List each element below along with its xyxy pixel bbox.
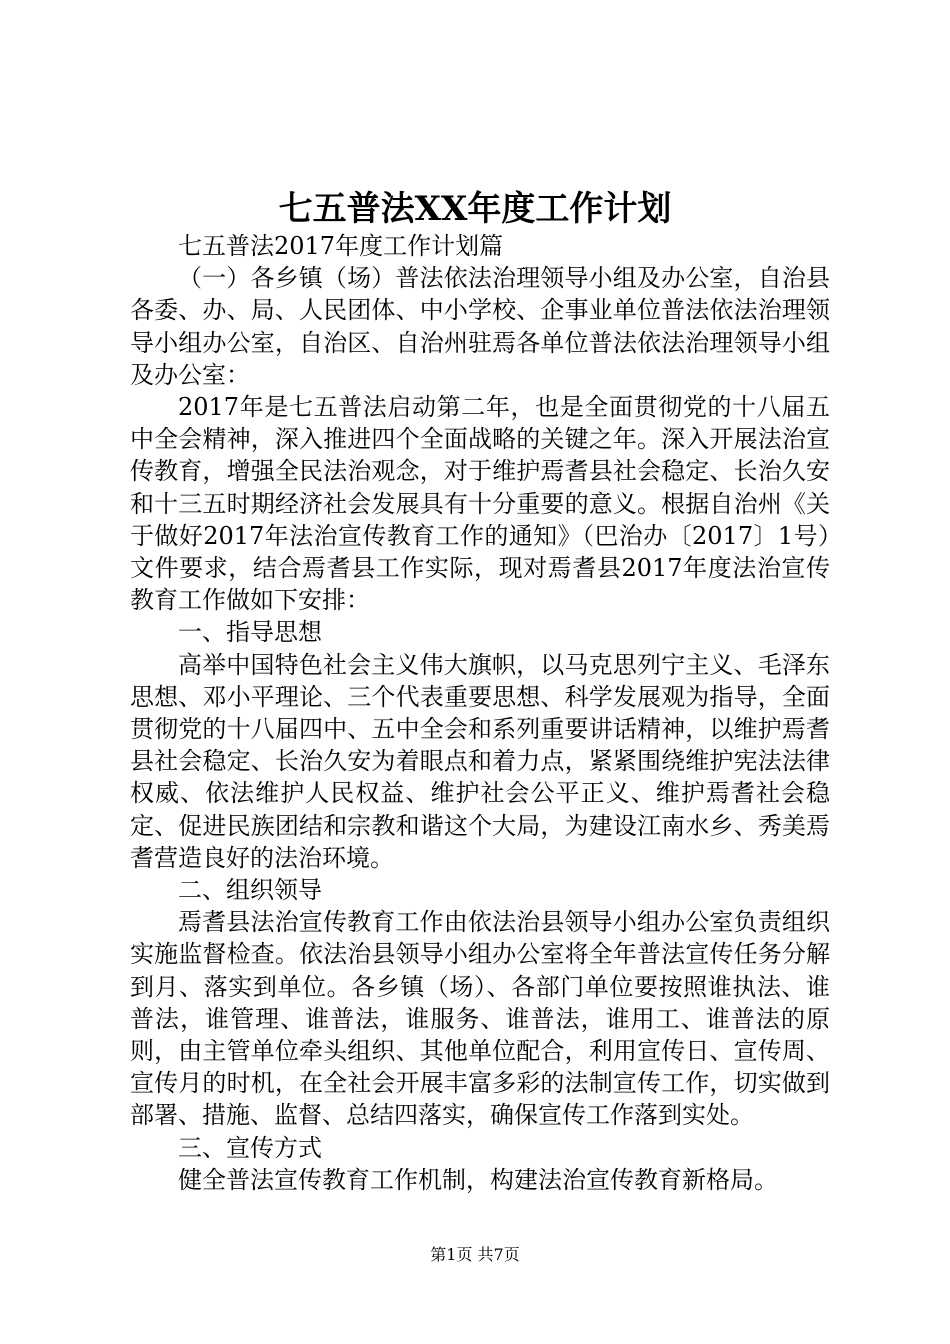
page-footer: 第1页 共7页 bbox=[430, 1245, 520, 1264]
section-heading: 一、指导思想 bbox=[178, 618, 322, 647]
section-heading: 二、组织领导 bbox=[178, 876, 322, 905]
document-body bbox=[130, 230, 830, 1196]
body-paragraph: （一）各乡镇（场）普法依法治理领导小组及办公室，自治县各委、办、局、人民团体、中小学校、企事业单位普法依法治理领导小组办公室，自治区、自治州驻焉各单位普法依法治理领导小组及办公室： bbox=[130, 264, 830, 389]
body-paragraph: 焉耆县法治宣传教育工作由依法治县领导小组办公室负责组织实施监督检查。依法治县领导小组办公室将全年普法宣传任务分解到月、落实到单位。各乡镇（场）、各部门单位要按照谁执法、谁普法，谁管理、谁普法，谁服务、谁普法，谁用工、谁普法的原则，由主管单位牵头组织、其他单位配合，利用宣传日、宣传周、宣传月的时机，在全社会开展丰富多彩的法制宣传工作，切实做到部署、措施、监督、总结四落实，确保宣传工作落到实处。 bbox=[130, 908, 830, 1130]
subtitle-paragraph: 七五普法2017年度工作计划篇 bbox=[178, 232, 504, 260]
section-heading: 三、宣传方式 bbox=[178, 1133, 322, 1162]
body-paragraph: 健全普法宣传教育工作机制，构建法治宣传教育新格局。 bbox=[178, 1165, 778, 1194]
body-paragraph: 2017年是七五普法启动第二年，也是全面贯彻党的十八届五中全会精神，深入推进四个全面战略的关键之年。深入开展法治宣传教育，增强全民法治观念，对于维护焉耆县社会稳定、长治久安和十三五时期经济社会发展具有十分重要的意义。根据自治州《关于做好2017年法治宣传教育工作的通知》（巴治办〔2017〕1号）文件要求，结合焉耆县工作实际，现对焉耆县2017年度法治宣传教育工作做如下安排： bbox=[130, 393, 830, 615]
document-title: 七五普法XX年度工作计划 bbox=[278, 189, 672, 229]
body-paragraph: 高举中国特色社会主义伟大旗帜，以马克思列宁主义、毛泽东思想、邓小平理论、三个代表重要思想、科学发展观为指导，全面贯彻党的十八届四中、五中全会和系列重要讲话精神，以维护焉耆县社会稳定、长治久安为着眼点和着力点，紧紧围绕维护宪法法律权威、依法维护人民权益、维护社会公平正义、维护焉耆社会稳定、促进民族团结和宗教和谐这个大局，为建设江南水乡、秀美焉耆营造良好的法治环境。 bbox=[130, 650, 830, 872]
